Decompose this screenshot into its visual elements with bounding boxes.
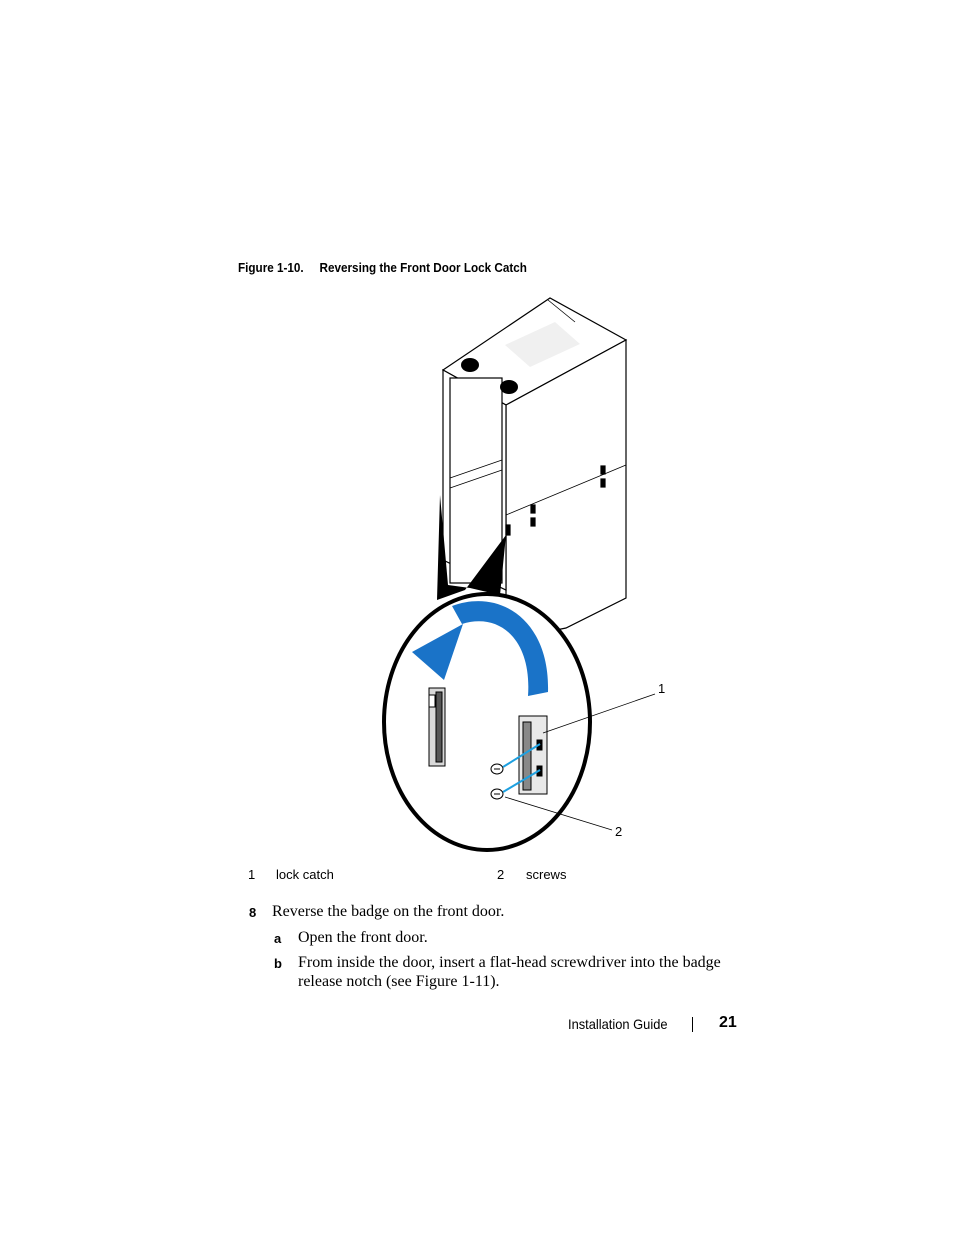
cabinet-drawing [443,298,626,640]
figure-title: Reversing the Front Door Lock Catch [319,260,527,275]
step-b-marker: b [274,956,282,971]
legend-label-1: lock catch [276,867,334,882]
page-number: 21 [719,1014,737,1031]
callout-2: 2 [615,824,623,839]
footer-separator [692,1017,693,1032]
magnifier-circle [384,594,590,850]
legend-label-2: screws [526,867,567,882]
step-8-text: Reverse the badge on the front door. [272,903,505,920]
step-a-marker: a [274,931,282,946]
step-b-line-1: From inside the door, insert a flat-head screwdriver into the badge [298,954,721,971]
lock-catch-old [429,688,445,766]
callout-1: 1 [658,681,666,696]
figure-caption [238,260,527,275]
lock-catch-illustration [370,290,680,855]
footer-title: Installation Guide [568,1016,668,1032]
step-b-line-2: release notch (see Figure 1-11). [298,973,500,990]
legend-num-2: 2 [497,867,505,882]
cabinet-hole-left [461,358,479,372]
legend-num-1: 1 [248,867,256,882]
cabinet-hole-right [500,380,518,394]
step-a-text: Open the front door. [298,929,428,946]
step-8-marker: 8 [249,905,257,920]
figure-number: Figure 1-10. [238,260,304,275]
